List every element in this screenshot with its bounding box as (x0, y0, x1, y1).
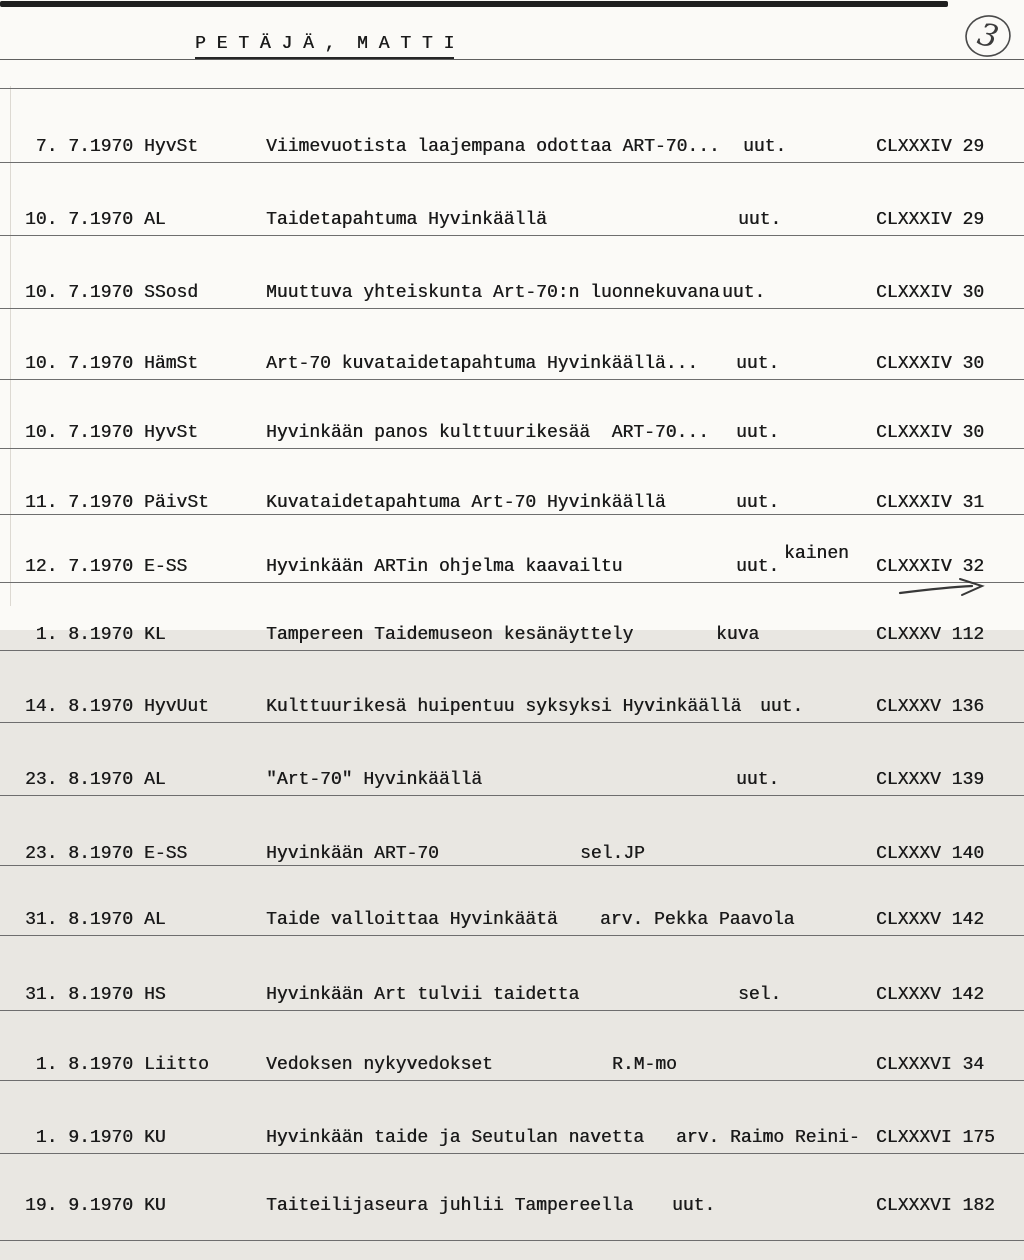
table-row (0, 1194, 1024, 1241)
entry-reference: CLXXXIV 32 (876, 557, 985, 577)
note-continuation-word: kainen (784, 544, 849, 564)
table-row (0, 276, 1024, 309)
entry-date: 14. 8.1970 (24, 697, 133, 717)
entry-title: Vedoksen nykyvedokset (266, 1055, 493, 1075)
entry-date: 10. 7.1970 (24, 210, 133, 230)
entry-reference: CLXXXVI 175 (876, 1128, 995, 1148)
entry-date: 1. 8.1970 (35, 1055, 133, 1075)
entry-title: Art-70 kuvataidetapahtuma Hyvinkäällä... (266, 354, 699, 374)
entry-list (0, 88, 1024, 1260)
entry-reference: CLXXXV 142 (876, 910, 985, 930)
entry-note: uut. (736, 493, 780, 513)
entry-reference: CLXXXV 139 (876, 770, 985, 790)
entry-reference: CLXXXV 140 (876, 844, 985, 864)
scan-edge-bar (0, 1, 948, 7)
table-row (0, 906, 1024, 936)
entry-date: 10. 7.1970 (24, 283, 133, 303)
entry-note: uut. (736, 770, 780, 790)
entry-source: AL (144, 210, 166, 230)
entry-source: HyvSt (144, 137, 199, 157)
entry-source: HS (144, 985, 166, 1005)
entry-date: 31. 8.1970 (24, 910, 133, 930)
table-row (0, 489, 1024, 515)
entry-note: arv. Pekka Paavola (600, 910, 795, 930)
handwritten-right-arrow-icon (898, 577, 992, 601)
table-row (0, 555, 1024, 583)
entry-source: HämSt (144, 354, 199, 374)
entry-title: Hyvinkään panos kulttuurikesää ART-70... (266, 423, 709, 443)
entry-title: Hyvinkään Art tulvii taidetta (266, 985, 580, 1005)
table-row (0, 1121, 1024, 1154)
table-row (0, 129, 1024, 163)
entry-date: 23. 8.1970 (24, 844, 133, 864)
entry-title: Hyvinkään taide ja Seutulan navetta (266, 1128, 645, 1148)
entry-date: 12. 7.1970 (24, 557, 133, 577)
page-number-annotation (958, 10, 1018, 64)
entry-note: kuva (716, 625, 760, 645)
table-row (0, 349, 1024, 380)
entry-source: AL (144, 770, 166, 790)
entry-reference: CLXXXVI 182 (876, 1196, 995, 1216)
entry-date: 10. 7.1970 (24, 354, 133, 374)
entry-note: arv. Raimo Reini- (676, 1128, 860, 1148)
entry-note: sel. (738, 985, 782, 1005)
entry-note: uut. (736, 557, 780, 577)
entry-title: Kuvataidetapahtuma Art-70 Hyvinkäällä (266, 493, 666, 513)
entry-reference: CLXXXIV 30 (876, 354, 985, 374)
entry-date: 23. 8.1970 (24, 770, 133, 790)
entry-reference: CLXXXV 142 (876, 985, 985, 1005)
entry-title: Muuttuva yhteiskunta Art-70:n luonnekuvana (266, 283, 720, 303)
entry-reference: CLXXXV 112 (876, 625, 985, 645)
table-row (0, 836, 1024, 866)
entry-note: R.M-mo (612, 1055, 677, 1075)
entry-source: HyvSt (144, 423, 199, 443)
entry-note: uut. (760, 697, 804, 717)
entry-reference: CLXXXVI 34 (876, 1055, 985, 1075)
entry-source: KU (144, 1128, 166, 1148)
entry-reference: CLXXXV 136 (876, 697, 985, 717)
entry-title: "Art-70" Hyvinkäällä (266, 770, 483, 790)
table-row (0, 420, 1024, 449)
table-row (0, 691, 1024, 723)
entry-source: KU (144, 1196, 166, 1216)
entry-title: Taide valloittaa Hyvinkäätä (266, 910, 558, 930)
entry-date: 10. 7.1970 (24, 423, 133, 443)
table-row (0, 976, 1024, 1011)
table-row (0, 763, 1024, 796)
entry-note: sel.JP (580, 844, 645, 864)
entry-source: AL (144, 910, 166, 930)
entry-source: E-SS (144, 844, 188, 864)
entry-note: uut. (738, 210, 782, 230)
entry-reference: CLXXXIV 31 (876, 493, 985, 513)
entry-note: uut. (743, 137, 787, 157)
entry-reference: CLXXXIV 30 (876, 283, 985, 303)
entry-reference: CLXXXIV 29 (876, 210, 985, 230)
entry-title: Tampereen Taidemuseon kesänäyttely (266, 625, 634, 645)
entry-date: 1. 8.1970 (35, 625, 133, 645)
entry-title: Taiteilijaseura juhlii Tampereella (266, 1196, 634, 1216)
entry-title: Viimevuotista laajempana odottaa ART-70... (266, 137, 720, 157)
entry-title: Kulttuurikesä huipentuu syksyksi Hyvinkäällä (266, 697, 742, 717)
entry-reference: CLXXXIV 29 (876, 137, 985, 157)
entry-reference: CLXXXIV 30 (876, 423, 985, 443)
entry-date: 7. 7.1970 (35, 137, 133, 157)
table-row (0, 623, 1024, 651)
entry-note: uut. (736, 354, 780, 374)
page-number: 3 (974, 16, 1002, 56)
table-row (0, 203, 1024, 236)
entry-date: 11. 7.1970 (24, 493, 133, 513)
entry-note: uut. (672, 1196, 716, 1216)
entry-source: KL (144, 625, 166, 645)
entry-date: 1. 9.1970 (35, 1128, 133, 1148)
entry-date: 31. 8.1970 (24, 985, 133, 1005)
entry-note: uut. (736, 423, 780, 443)
entry-source: SSosd (144, 283, 199, 303)
entry-date: 19. 9.1970 (24, 1196, 133, 1216)
entry-title: Taidetapahtuma Hyvinkäällä (266, 210, 547, 230)
entry-source: PäivSt (144, 493, 209, 513)
entry-title: Hyvinkään ART-70 (266, 844, 439, 864)
header-ruled-line (0, 59, 1024, 60)
entry-source: HyvUut (144, 697, 209, 717)
entry-source: Liitto (144, 1055, 209, 1075)
entry-source: E-SS (144, 557, 188, 577)
entry-note: uut. (722, 283, 766, 303)
page-title: P E T Ä J Ä , M A T T I (195, 34, 454, 59)
table-row (0, 1051, 1024, 1081)
entry-title: Hyvinkään ARTin ohjelma kaavailtu (266, 557, 623, 577)
